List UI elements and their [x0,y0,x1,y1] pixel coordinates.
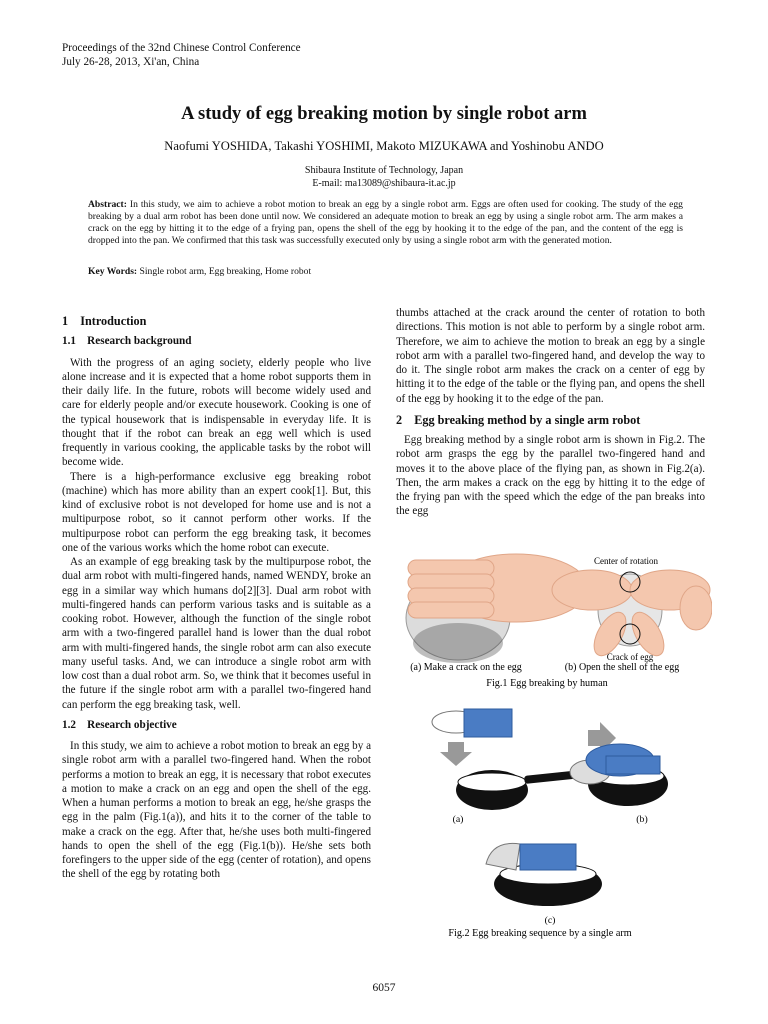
paragraph-1: With the progress of an aging society, elderly people who live alone increase and it is expected that a home robot supports them in their daily life. In the future, robots will become widely used and care for elderly people and/or execute housework. Cooking is one of the typical housework that is indispensable in everyday life. It is thought that if the robot can break an egg well which is used frequently in various cooking, the applicable tasks by the robot will become wide. [62,356,371,469]
paragraph-5: thumbs attached at the crack around the center of rotation to both directions. This motion is not able to perform by a single robot arm. Therefore, we aim to achieve the motion to break an egg by a single robot arm with a parallel two-fingered hand, and develop the way to do it. The single robot arm makes the crack on a center of egg by hitting it to the edge of the table or the flying pan, and opens the shell of the egg by hooking it to the edge of the pan. [396,307,705,405]
fig2-sub-a: (a) [452,814,464,825]
paragraph-2: There is a high-performance exclusive egg breaking robot (machine) which has more ability than an expert cook[1]. But, this kind of exclusive robot is not developed for home use and is not a multipurpose robot, so it cannot perform other works. If the multipurpose robot can perform the egg breaking task, it becomes one of the various works which the home robot can execute. [62,470,371,554]
keywords [88,266,683,277]
fig2-sub-b: (b) [636,814,648,825]
fig2-sub-c: (c) [544,915,556,926]
abstract [88,199,683,247]
conference-date: July 26-28, 2013, Xi'an, China [62,56,200,68]
pan-a-rim [458,773,526,791]
fig1-sub-b: (b) Open the shell of the egg [564,662,680,673]
egg-shell-c [486,843,520,870]
fig2b-illustration [570,722,668,806]
fig2-caption: Fig.2 Egg breaking sequence by a single arm [448,928,632,939]
pan-a-handle [524,771,577,784]
fig2a-illustration [432,709,577,810]
subsection-heading-background: 1.1 Research background [62,335,192,348]
section-heading-introduction: 1 Introduction [62,314,147,328]
abstract-text: In this study, we aim to achieve a robot motion to break an egg by a single robot arm. Eggs are often used for cooking. The study of the egg breaking by a dual arm robot has been done until now. We considered an adequate motion to break an egg by using a single robot arm. The arm makes a crack on the egg by hitting it to the edge of a frying pan, opens the shell of the egg by hooking it to the edge of the pan, and the content of the egg is dropped into the pan. We confirmed that this task was successfully executed only by using a single robot arm with the generated motion. [88,199,683,247]
paragraph-4: In this study, we aim to achieve a robot motion to break an egg by a single robot arm with a parallel two-fingered hand. When the robot performs a motion to break an egg, it is necessary that robot executes a motion to make a crack on an egg and open the shell of the egg. When a human performs a motion to break an egg, he/she grasps the egg in the palm (Fig.1(a)), and hits it to the corner of the table to make a crack on the egg. After that, he/she uses both multi-fingered hands to open the shell of the egg (Fig.1(b)). He/she sets both forefingers to the upper side of the egg (center of rotation), and opens the shell of the egg by rotating both [62,740,371,881]
left-hand-shape [552,570,632,610]
paragraph-3: As an example of egg breaking task by the multipurpose robot, the dual arm robot with multi-fingered hands, named WENDY, broke an egg in a similar way which humans do[2][3]. Dual arm robot with multi-fingered hands can perform various tasks and is suitable as a cooking robot. However, although the function of the single robot arm with a two-fingered parallel hand is lower than the dual robot arm with multi-fingered hands, the single robot arm can also execute many useful tasks. And, we can introduce a single robot arm with low cost than a dual robot arm. So, we think that it becomes useful in the future if the single robot arm with a parallel two-fingered hand can perform the egg breaking task, well. [62,556,371,711]
right-thumb-shape [680,586,712,630]
conference-name: Proceedings of the 32nd Chinese Control Conference [62,42,301,54]
left-column [62,314,371,882]
fig1b-hands-illustration [552,556,712,662]
page-number: 6057 [372,982,396,994]
label-center-of-rotation: Center of rotation [594,556,658,566]
finger-4 [408,602,494,618]
label-crack-of-egg: Crack of egg [606,652,654,662]
figure-1 [396,548,712,690]
fig1-sub-a: (a) Make a crack on the egg [410,662,522,673]
email: E-mail: ma13089@shibaura-it.ac.jp [312,178,456,189]
right-column [396,306,705,519]
keywords-label: Key Words: [88,266,138,277]
keywords-text: Single robot arm, Egg breaking, Home robot [139,266,312,277]
affiliation-block [0,164,768,190]
figure-2 [420,700,690,944]
paper-authors: Naofumi YOSHIDA, Takashi YOSHIMI, Makoto MIZUKAWA and Yoshinobu ANDO [164,139,604,153]
conference-header [62,41,301,69]
section-heading-method: 2 Egg breaking method by a single arm robot [396,412,641,427]
gripper-a [464,709,512,737]
paper-title: A study of egg breaking motion by single robot arm [181,104,587,124]
affiliation: Shibaura Institute of Technology, Japan [304,165,464,176]
subsection-heading-objective: 1.2 Research objective [62,718,177,731]
fig2c-illustration [486,843,602,906]
gripper-c [520,844,576,870]
paragraph-6: Egg breaking method by a single robot arm is shown in Fig.2. The robot arm grasps the egg by the parallel two-fingered hand and moves it to the above place of the flying pan, as shown in Fig.2(a). Then, the arm makes a crack on the egg by hitting it to the edge of the frying pan with the speed which the edge of the pan breaks into the egg [396,434,705,518]
gripper-b-body [606,756,660,774]
abstract-label: Abstract: [88,199,127,210]
fig1a-hand-illustration [406,554,588,663]
down-arrow-icon [440,742,472,766]
fig1-caption: Fig.1 Egg breaking by human [486,678,608,689]
